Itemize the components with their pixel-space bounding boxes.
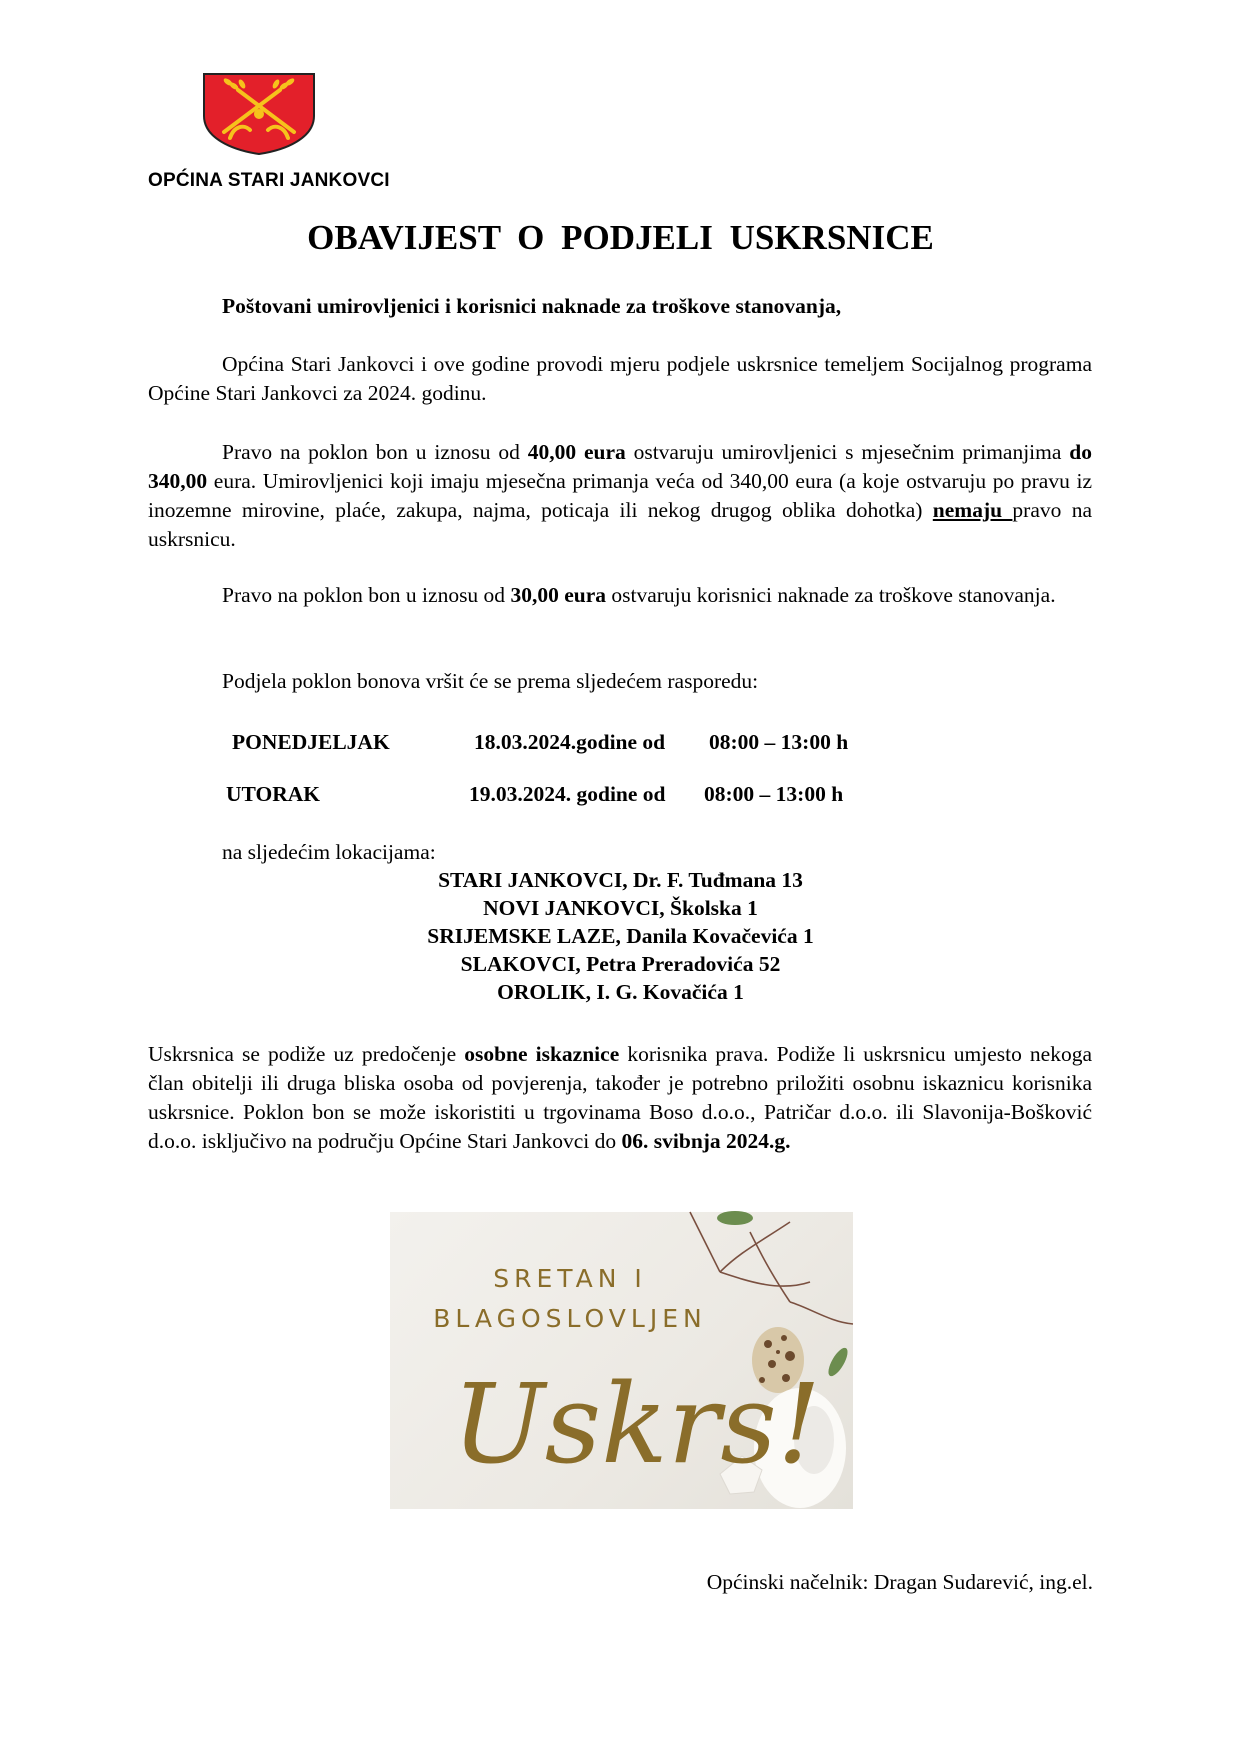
easter-script-label: Uskrs! xyxy=(452,1360,822,1488)
notice-title: OBAVIJEST O PODJELI USKRSNICE xyxy=(307,218,934,257)
location-item: STARI JANKOVCI, Dr. F. Tuđmana 13 xyxy=(438,868,803,892)
location-item: SRIJEMSKE LAZE, Danila Kovačevića 1 xyxy=(427,924,814,948)
easter-greeting-image xyxy=(390,1212,853,1509)
coat-of-arms-icon xyxy=(200,72,318,156)
paragraph-pensioners xyxy=(148,438,1092,554)
locations-list xyxy=(0,866,1241,1006)
amount-40: 40,00 eura xyxy=(527,440,626,464)
paragraph-pickup xyxy=(148,1040,1092,1156)
municipality-name: OPĆINA STARI JANKOVCI xyxy=(148,170,390,191)
signature: Općinski načelnik: Dragan Sudarević, ing.el. xyxy=(706,1570,1093,1594)
text-span: korisnika prava. Podiže li uskrsnicu umjesto nekoga član obitelji ili druga bliska osoba od povjerenja, također je potrebno priložiti osobnu iskaznicu korisnika uskrsnice. Poklon bon se može iskoristiti u trgovinama Boso d.o.o., Patričar d.o.o. ili Slavonija-Bošković d.o.o. isključivo na području Općine Stari Jankovci do xyxy=(148,1042,1092,1153)
id-card: osobne iskaznice xyxy=(464,1042,620,1066)
schedule-date-1: 18.03.2024.godine od xyxy=(474,730,666,754)
text-span: Pravo na poklon bon u iznosu od xyxy=(222,440,528,464)
text-span: Uskrsnica se podiže uz predočenje xyxy=(148,1042,465,1066)
locations-intro: na sljedećim lokacijama: xyxy=(222,840,436,864)
location-item: OROLIK, I. G. Kovačića 1 xyxy=(497,980,744,1004)
text-span: Pravo na poklon bon u iznosu od xyxy=(222,583,511,607)
amount-30: 30,00 eura xyxy=(510,583,606,607)
schedule-time-2: 08:00 – 13:00 h xyxy=(704,782,844,806)
location-item: NOVI JANKOVCI, Školska 1 xyxy=(483,896,758,920)
schedule-day-1: PONEDJELJAK xyxy=(232,730,390,754)
text-span: eura. Umirovljenici koji imaju mjesečna primanja veća od 340,00 eura (a koje ostvaruju po pravu iz inozemne mirovine, plaće, zakupa, najma, poticaja ili nekog drugog oblika dohotka) xyxy=(148,469,1092,522)
text-span: ostvaruju korisnici naknade za troškove stanovanja. xyxy=(605,583,1056,607)
schedule-time-1: 08:00 – 13:00 h xyxy=(709,730,849,754)
text-span: ostvaruju umirovljenici s mjesečnim primanjima xyxy=(625,440,1070,464)
not-eligible: nemaju xyxy=(932,498,1013,522)
schedule-date-2: 19.03.2024. godine od xyxy=(469,782,666,806)
paragraph-program: Općina Stari Jankovci i ove godine provodi mjeru podjele uskrsnice temeljem Socijalnog programa Općine Stari Jankovci za 2024. godinu. xyxy=(148,352,1092,405)
location-item: SLAKOVCI, Petra Preradovića 52 xyxy=(460,952,781,976)
text-span: pravo na uskrsnicu. xyxy=(148,498,1093,551)
easter-script-text xyxy=(442,1332,822,1502)
easter-line-2: BLAGOSLOVLJEN xyxy=(433,1304,707,1333)
easter-line-1: SRETAN I xyxy=(493,1264,647,1293)
income-limit: do 340,00 xyxy=(148,440,1092,493)
deadline-date: 06. svibnja 2024.g. xyxy=(621,1129,791,1153)
paragraph-housing xyxy=(148,581,1092,610)
schedule-intro: Podjela poklon bonova vršit će se prema sljedećem rasporedu: xyxy=(222,669,759,693)
schedule-day-2: UTORAK xyxy=(226,782,320,806)
greeting: Poštovani umirovljenici i korisnici naknade za troškove stanovanja, xyxy=(222,294,842,318)
